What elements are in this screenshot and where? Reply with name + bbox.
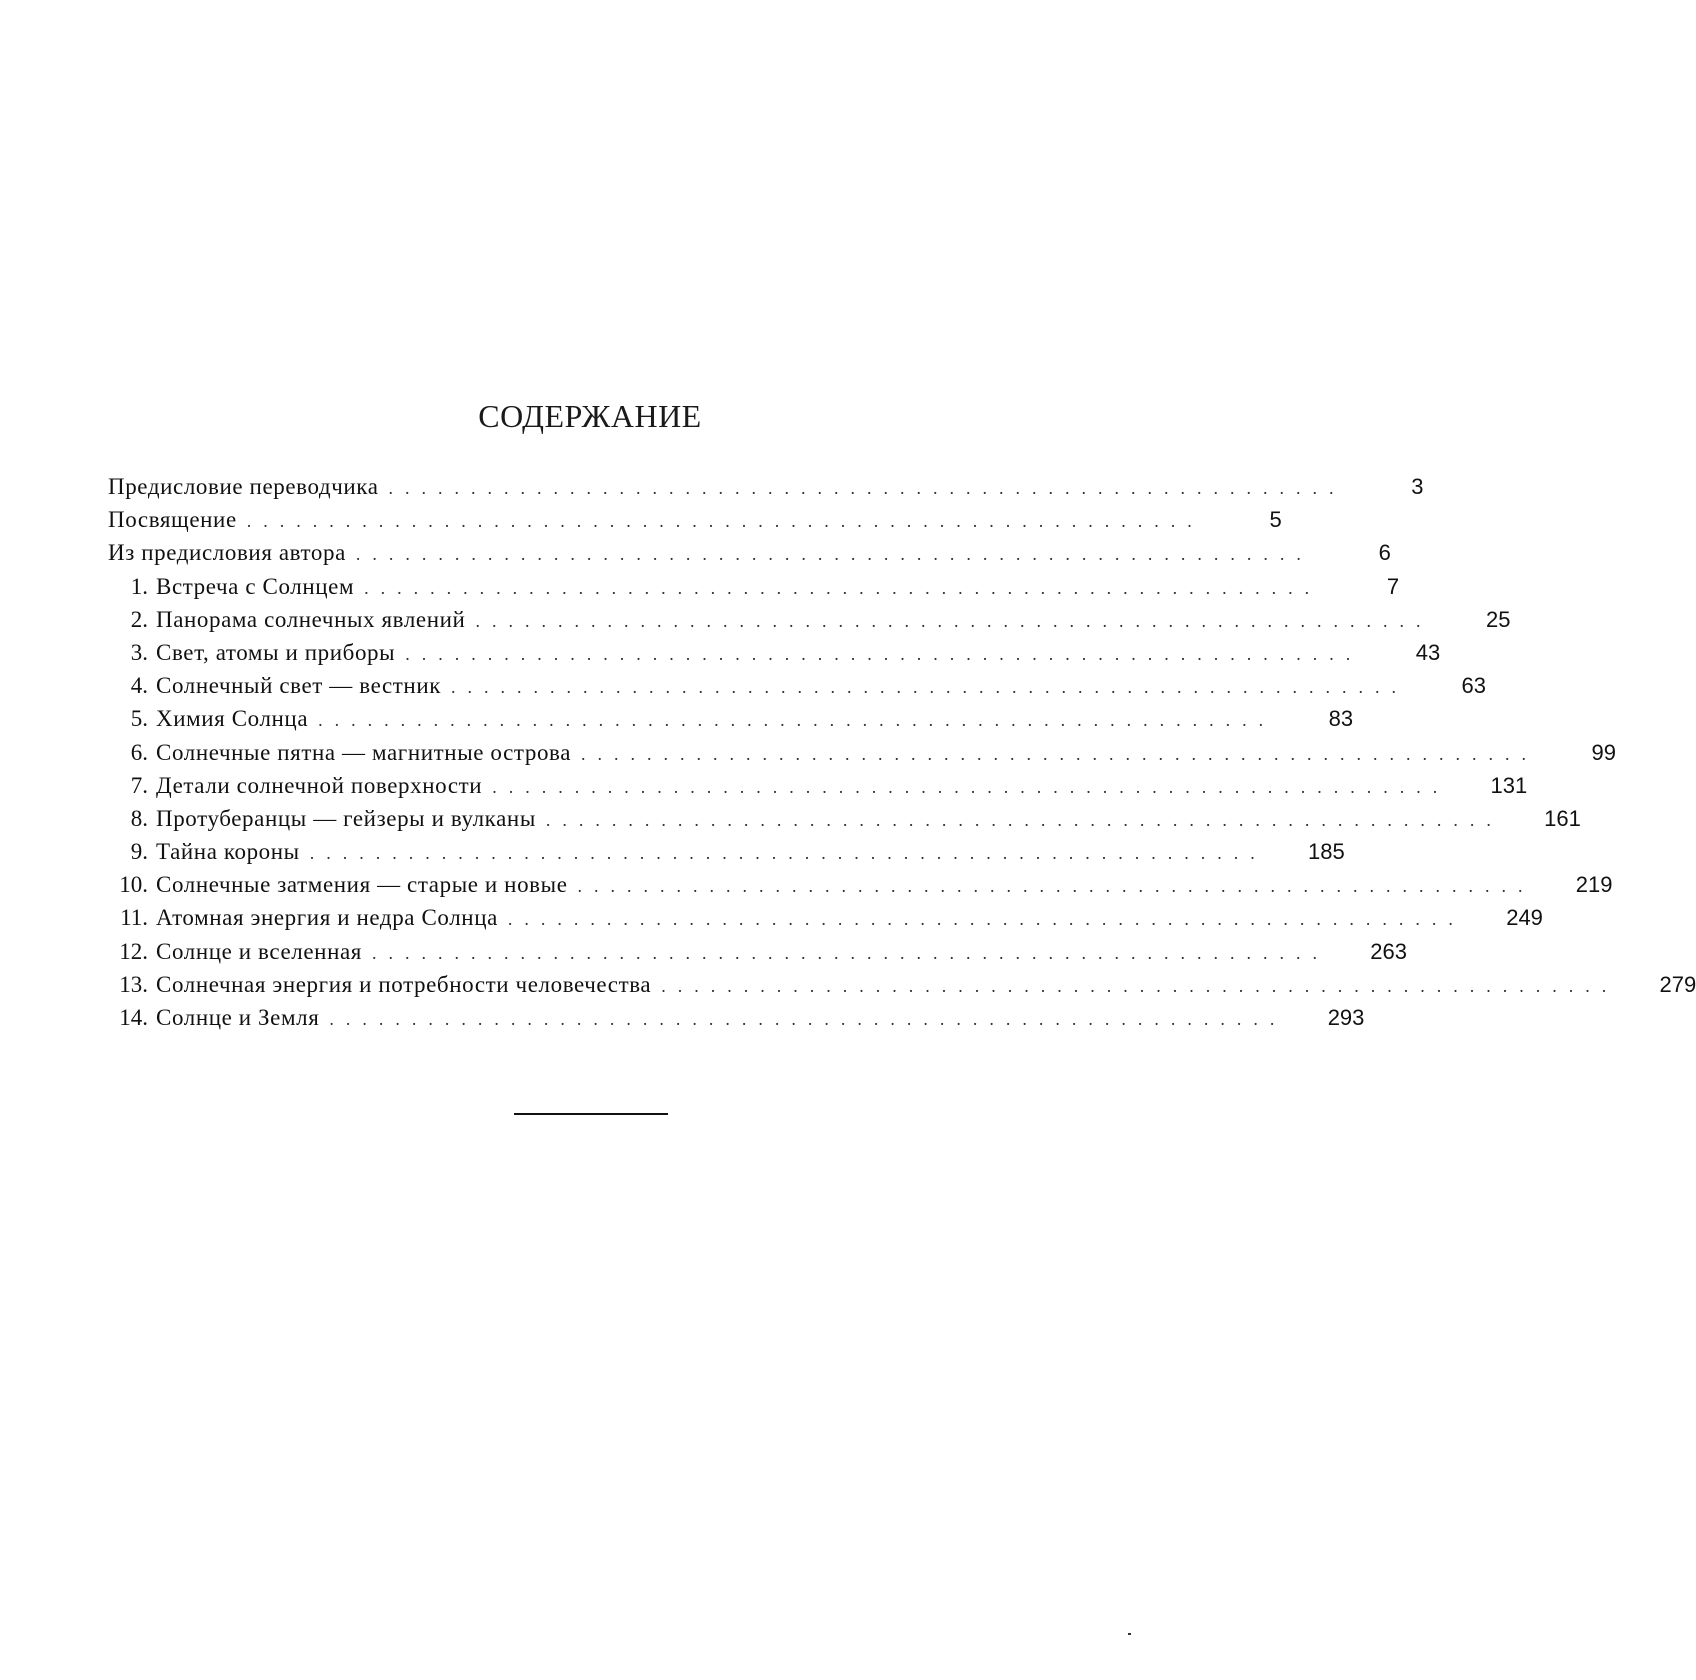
- toc-entry[interactable]: [108, 968, 1696, 1001]
- dot-leader: ..........................................................: [371, 942, 1329, 963]
- toc-entry-page: 83: [1328, 706, 1354, 732]
- dot-leader: ..........................................................: [405, 643, 1363, 664]
- toc-entry-number: 11.: [120, 905, 148, 931]
- toc-entry-number: 1.: [130, 573, 148, 599]
- toc-entry-number: 4.: [130, 673, 148, 699]
- toc-entry-page: 63: [1461, 673, 1486, 699]
- page-speck: [1128, 1633, 1131, 1635]
- toc-entry-title: Солнечные затмения — старые и новые: [156, 872, 568, 898]
- toc-entry[interactable]: [108, 835, 1345, 868]
- dot-leader: ..........................................................: [507, 909, 1465, 930]
- toc-entry[interactable]: [108, 570, 1400, 603]
- dot-leader: ..........................................................: [475, 610, 1433, 631]
- toc-title: СОДЕРЖАНИЕ: [478, 398, 702, 434]
- dot-leader: ..........................................................: [309, 843, 1267, 864]
- toc-entry-title: Детали солнечной поверхности: [156, 772, 483, 798]
- toc-entry-number: 9.: [130, 839, 148, 865]
- section-divider: [514, 1113, 668, 1115]
- toc-entry-page: 131: [1490, 772, 1528, 798]
- toc-entry-title: Атомная энергия и недра Солнца: [156, 905, 498, 931]
- toc-entry-title: Встреча с Солнцем: [156, 573, 355, 599]
- dot-leader: ..........................................................: [355, 544, 1313, 565]
- toc-entry[interactable]: [108, 669, 1486, 702]
- toc-entry-title: Химия Солнца: [156, 706, 309, 732]
- toc-entry-title: Тайна короны: [156, 839, 300, 865]
- toc-entry-number: 6.: [130, 739, 148, 765]
- toc-entry[interactable]: [108, 868, 1613, 901]
- toc-entry-title: Солнечные пятна — магнитные острова: [156, 739, 572, 765]
- toc-entry-page: 293: [1327, 1005, 1365, 1030]
- toc-entry-title: Свет, атомы и приборы: [156, 639, 396, 665]
- toc-entry[interactable]: [108, 736, 1617, 769]
- toc-list: [108, 470, 1696, 1034]
- toc-entry-page: 249: [1506, 905, 1543, 931]
- toc-entry-title: Панорама солнечных явлений: [156, 606, 466, 632]
- toc-entry-number: 3.: [130, 639, 148, 665]
- toc-entry[interactable]: [108, 1001, 1365, 1034]
- toc-entry-title: Из предисловия автора: [108, 540, 346, 566]
- toc-entry-number: 7.: [130, 772, 148, 798]
- toc-entry[interactable]: [108, 935, 1407, 968]
- toc-entry-page: 219: [1575, 872, 1613, 898]
- toc-entry[interactable]: [108, 702, 1354, 735]
- toc-entry-page: 3: [1411, 474, 1424, 499]
- toc-entry-page: 7: [1386, 573, 1400, 599]
- toc-entry-page: 5: [1269, 507, 1282, 533]
- toc-entry[interactable]: [108, 769, 1528, 802]
- toc-entry-title: Солнце и вселенная: [156, 938, 362, 964]
- toc-entry-number: 14.: [119, 1005, 148, 1030]
- toc-entry[interactable]: [108, 636, 1441, 669]
- toc-entry[interactable]: [108, 470, 1424, 503]
- toc-entry-title: Солнечная энергия и потребности человечества: [156, 971, 652, 997]
- dot-leader: ..........................................................: [388, 478, 1346, 498]
- toc-entry-page: 161: [1544, 805, 1581, 831]
- toc-entry[interactable]: [108, 901, 1543, 934]
- toc-entry-title: Протуберанцы — гейзеры и вулканы: [156, 805, 536, 831]
- dot-leader: ..........................................................: [318, 710, 1276, 731]
- toc-entry-page: 99: [1591, 739, 1617, 765]
- toc-entry-number: 12.: [119, 938, 148, 964]
- dot-leader: ..........................................................: [246, 511, 1204, 532]
- toc-entry[interactable]: [108, 603, 1511, 636]
- dot-leader: ..........................................................: [492, 776, 1450, 797]
- dot-leader: ..........................................................: [329, 1009, 1287, 1029]
- toc-entry-page: 263: [1370, 938, 1407, 964]
- toc-entry-title: Солнце и Земля: [156, 1005, 320, 1030]
- dot-leader: ..........................................................: [364, 577, 1322, 598]
- toc-entry-title: Посвящение: [108, 507, 237, 533]
- toc-entry[interactable]: [108, 536, 1391, 569]
- toc-entry-number: 8.: [130, 805, 148, 831]
- dot-leader: ..........................................................: [661, 975, 1619, 996]
- toc-entry-title: Солнечный свет — вестник: [156, 673, 441, 699]
- toc-entry-page: 25: [1485, 606, 1511, 632]
- toc-entry[interactable]: [108, 802, 1581, 835]
- toc-entry-page: 6: [1378, 540, 1391, 566]
- toc-entry-page: 279: [1659, 971, 1696, 997]
- toc-entry-page: 43: [1415, 639, 1441, 665]
- toc-entry[interactable]: [108, 503, 1282, 536]
- toc-entry-number: 10.: [119, 872, 148, 898]
- toc-entry-number: 13.: [119, 971, 148, 997]
- toc-entry-number: 5.: [130, 706, 148, 732]
- toc-entry-number: 2.: [130, 606, 148, 632]
- dot-leader: ..........................................................: [581, 743, 1539, 764]
- dot-leader: ..........................................................: [545, 809, 1503, 830]
- dot-leader: ..........................................................: [577, 876, 1535, 897]
- toc-entry-title: Предисловие переводчика: [108, 474, 379, 499]
- toc-entry-page: 185: [1308, 839, 1345, 865]
- dot-leader: ..........................................................: [451, 677, 1408, 698]
